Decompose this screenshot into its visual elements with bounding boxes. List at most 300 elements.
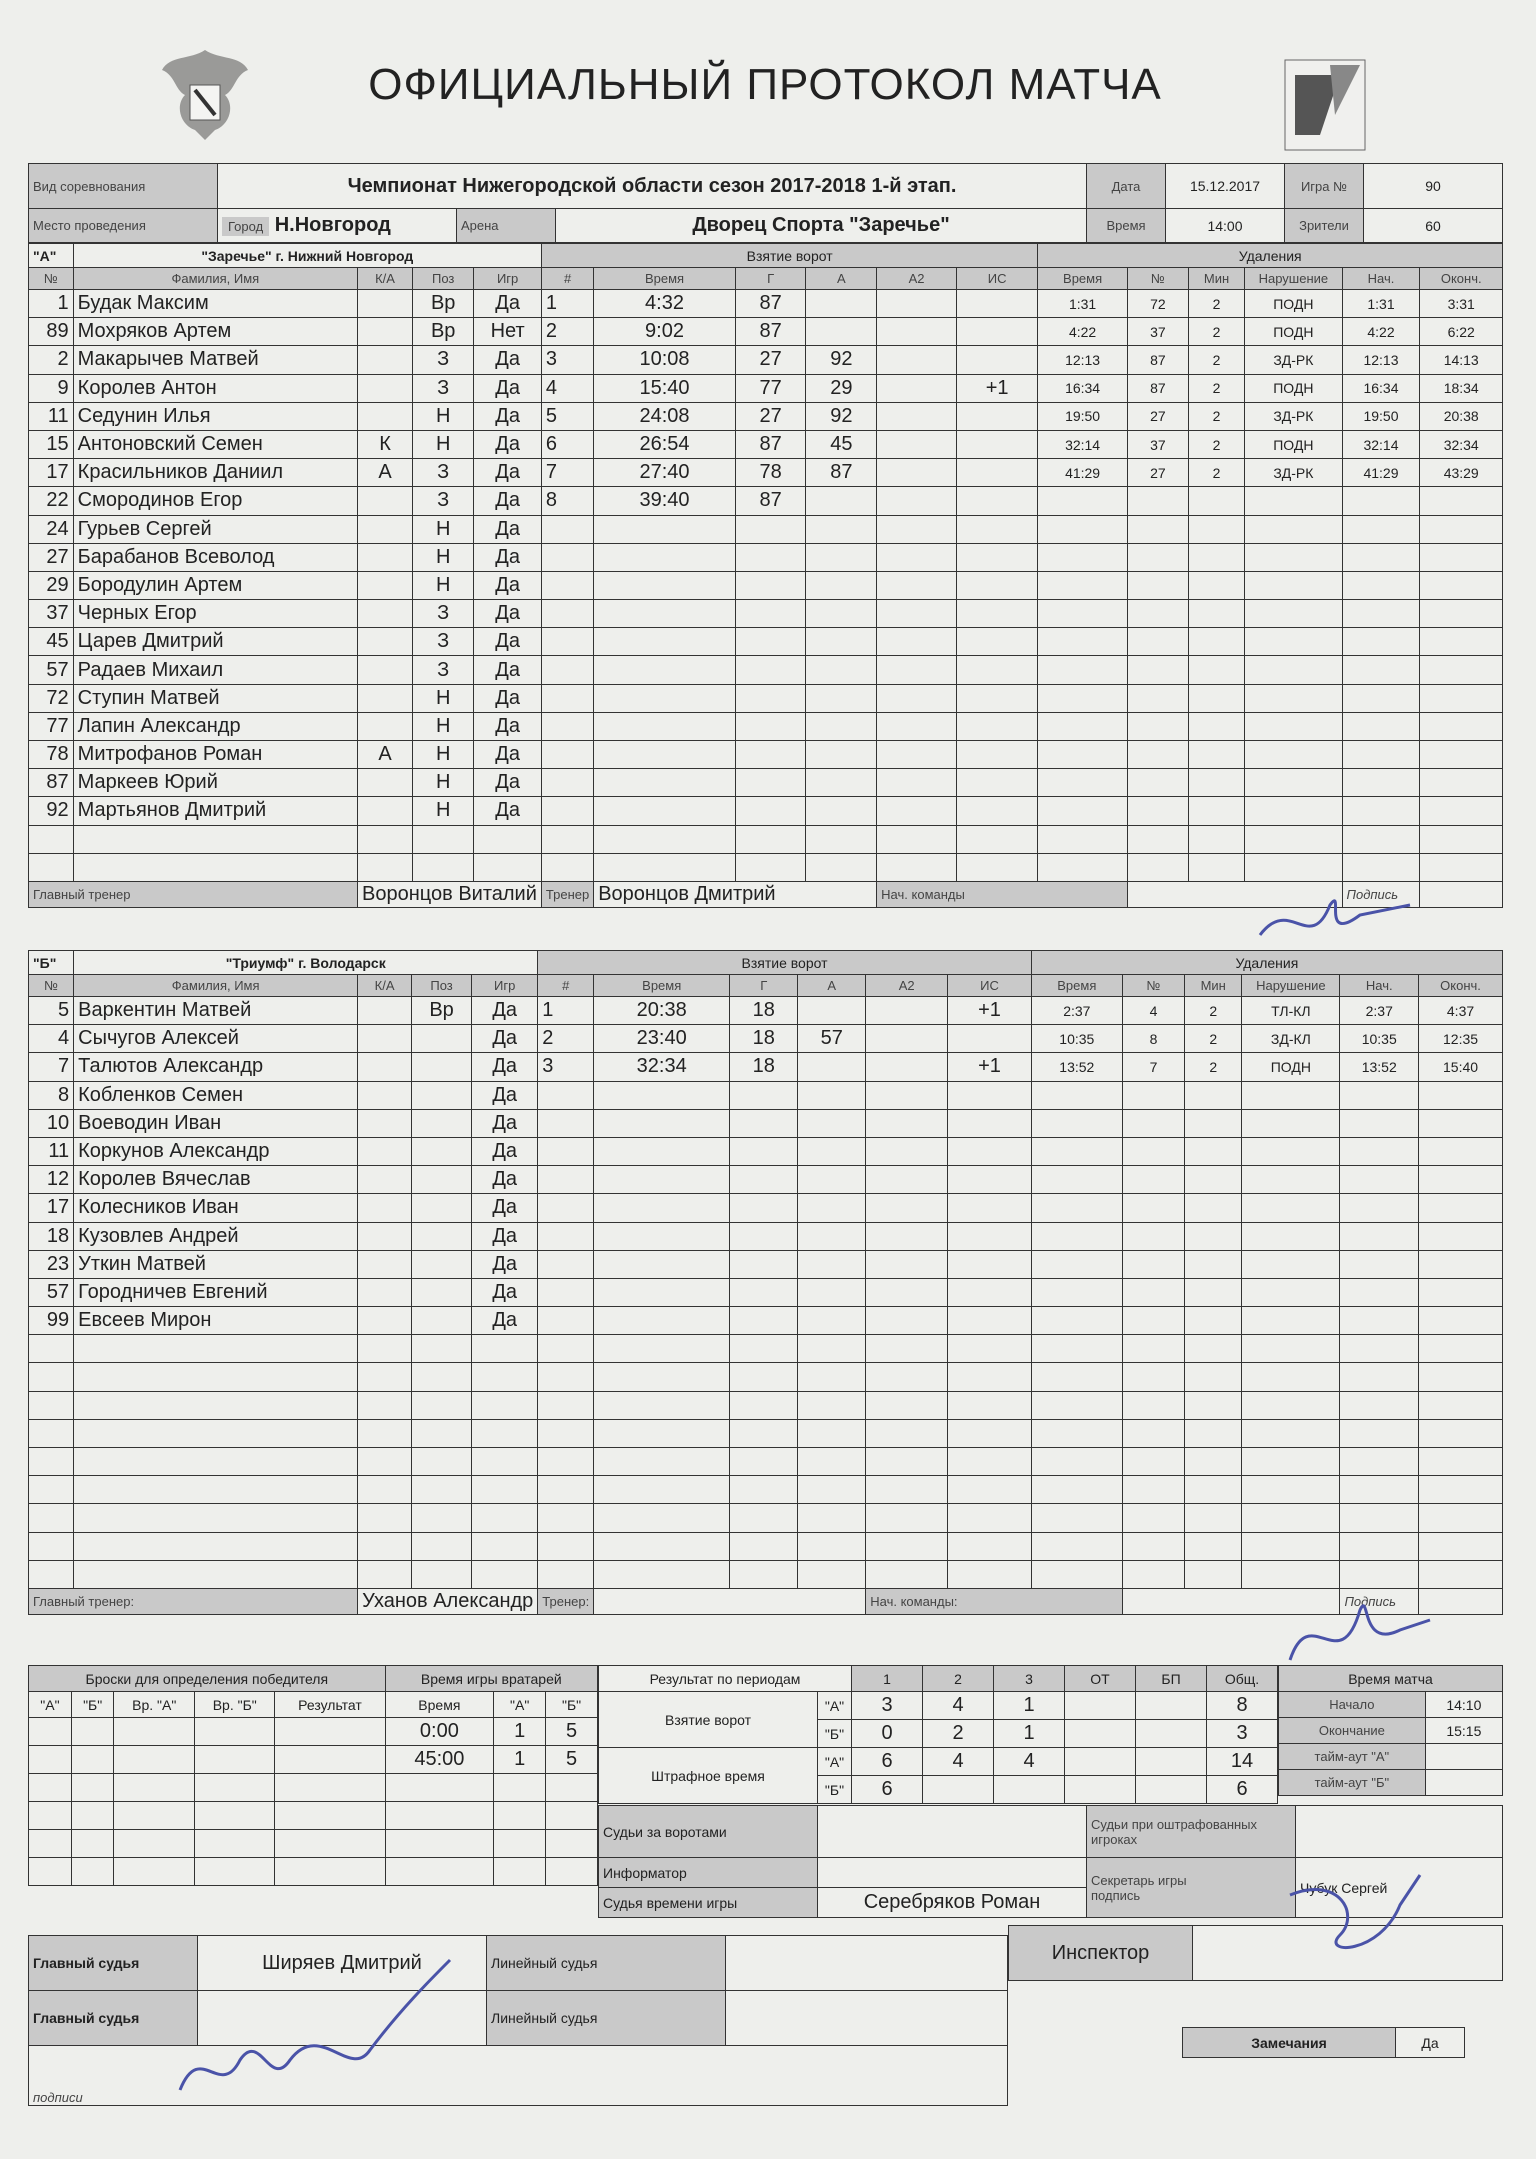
goal-assist2 [866,1335,948,1363]
goal-assist: 57 [798,1025,866,1053]
player-role [358,346,413,374]
col-header-a2: А2 [877,268,957,290]
pen-minutes: 2 [1188,430,1244,458]
player-row [29,656,1503,684]
player-name: Колесников Иван [74,1194,358,1222]
goal-assist: 29 [806,374,877,402]
player-position: З [413,374,474,402]
player-role [358,1166,412,1194]
player-position [412,1278,472,1306]
pen-start: 19:50 [1342,402,1420,430]
player-number: 8 [29,1081,74,1109]
player-number: 22 [29,487,74,515]
notes-value: Да [1396,2028,1465,2058]
pen-violation: ЗД-РК [1245,402,1342,430]
pen-violation [1245,853,1342,881]
goal-assist2 [866,1222,948,1250]
goal-scorer [730,1335,798,1363]
goal-scorer [730,1222,798,1250]
goal-assist2 [877,374,957,402]
player-role [358,853,413,881]
pen-end [1420,656,1503,684]
goal-strength: +1 [948,1053,1032,1081]
goal-assist2 [866,997,948,1025]
goal-index [538,1166,594,1194]
col-header-gtime: Время [594,268,736,290]
goal-time [594,1560,730,1588]
pen-player: 27 [1127,459,1188,487]
pen-start [1342,825,1420,853]
goal-strength [948,1363,1032,1391]
arena: Дворец Спорта "Заречье" [556,209,1087,243]
pen-start [1340,1278,1419,1306]
goal-scorer: 18 [730,1053,798,1081]
player-played: Да [474,346,542,374]
player-played: Да [474,487,542,515]
player-name: Смородинов Егор [73,487,357,515]
pen-player: 7 [1122,1053,1184,1081]
goalie-time-cell: 5 [546,1718,598,1746]
goal-strength [948,1560,1032,1588]
goal-assist [798,1081,866,1109]
goal-time [594,1278,730,1306]
goal-assist2 [866,1025,948,1053]
pen-player [1122,1250,1184,1278]
player-role [358,656,413,684]
goal-strength [956,600,1038,628]
pen-violation [1242,1137,1340,1165]
col-header-pstart: Нач. [1342,268,1420,290]
pen-minutes [1185,1419,1242,1447]
goal-index [541,515,593,543]
col-header-pnum: № [1127,268,1188,290]
player-position: Н [413,402,474,430]
goal-strength [948,1335,1032,1363]
match-date: 15.12.2017 [1166,164,1285,209]
goal-time [594,1448,730,1476]
goal-scorer: 87 [735,487,806,515]
pen-start [1340,1137,1419,1165]
goal-scorer [735,825,806,853]
goal-strength [956,346,1038,374]
player-played: Да [474,290,542,318]
goal-index: 1 [541,290,593,318]
pen-minutes [1185,1335,1242,1363]
coat-of-arms-icon [150,40,260,150]
pen-end: 20:38 [1420,402,1503,430]
goal-assist2 [877,290,957,318]
goalie-time-cell [546,1774,598,1802]
player-played: Да [472,1109,538,1137]
player-number: 18 [29,1222,74,1250]
goal-time [594,1476,730,1504]
pen-end [1419,1081,1503,1109]
goal-strength [956,628,1038,656]
pen-start [1340,1504,1419,1532]
goal-scorer: 87 [735,430,806,458]
goal-strength [948,1307,1032,1335]
goal-scorer [730,1476,798,1504]
player-played [474,853,542,881]
player-number: 17 [29,459,74,487]
goal-time: 10:08 [594,346,736,374]
pen-violation [1242,1476,1340,1504]
pen-time [1031,1081,1122,1109]
pen-end: 43:29 [1420,459,1503,487]
player-role [358,1081,412,1109]
goal-scorer: 87 [735,318,806,346]
goal-assist [798,1363,866,1391]
pen-start [1340,1532,1419,1560]
col-header-ptime: Время [1038,268,1127,290]
player-row [29,346,1503,374]
player-role: К [358,430,413,458]
goal-time [594,1194,730,1222]
pen-violation [1242,1363,1340,1391]
goal-index: 4 [541,374,593,402]
goal-time: 27:40 [594,459,736,487]
goal-index [538,1419,594,1447]
player-position: Н [413,797,474,825]
pen-time: 10:35 [1031,1025,1122,1053]
pen-end [1420,797,1503,825]
player-role [358,1194,412,1222]
player-number [29,1391,74,1419]
pen-player: 8 [1122,1025,1184,1053]
goal-time [594,1081,730,1109]
player-position: Вр [413,318,474,346]
pen-violation [1245,656,1342,684]
head-coach: Уханов Александр [358,1588,538,1614]
player-role [358,769,413,797]
goalie-time-cell [494,1858,546,1886]
pen-violation: ПОДН [1242,1053,1340,1081]
col-header-ka: К/А [358,975,412,997]
player-number: 99 [29,1307,74,1335]
player-role [358,1222,412,1250]
col-header-is: ИС [956,268,1038,290]
goal-assist2 [877,402,957,430]
pen-end [1419,1560,1503,1588]
player-number: 37 [29,600,74,628]
player-name: Воеводин Иван [74,1109,358,1137]
goal-time [594,1504,730,1532]
player-row [29,1137,1503,1165]
pen-minutes: 2 [1188,290,1244,318]
goal-time [594,515,736,543]
col-header-pstart: Нач. [1340,975,1419,997]
pen-time [1038,797,1127,825]
col-header-ptime: Время [1031,975,1122,997]
goal-time: 24:08 [594,402,736,430]
pen-start [1340,1250,1419,1278]
pen-time: 32:14 [1038,430,1127,458]
period-result-cell: 4 [923,1748,994,1776]
goal-assist2 [866,1307,948,1335]
player-name: Маркеев Юрий [73,769,357,797]
pen-player [1122,1504,1184,1532]
player-row [29,1278,1503,1306]
pen-minutes [1185,1222,1242,1250]
goal-scorer [735,769,806,797]
pen-time: 19:50 [1038,402,1127,430]
pen-minutes: 2 [1185,1053,1242,1081]
pen-start [1342,741,1420,769]
player-row [29,1194,1503,1222]
goal-index [541,684,593,712]
period-results-table: Результат по периодам 1 2 3 ОТ БП Общ. Взятие ворот "А" 3 4 1 8 "Б" 0 2 1 3 Штрафное время "А" 6 4 4 14 "Б" 6 6 [598,1665,1278,1804]
pen-time [1031,1476,1122,1504]
team-code: "Б" [29,951,74,975]
col-header-a: А [806,268,877,290]
player-name: Кузовлев Андрей [74,1222,358,1250]
goal-scorer: 87 [735,290,806,318]
goal-scorer [735,543,806,571]
player-row [29,741,1503,769]
pen-end: 3:31 [1420,290,1503,318]
goal-assist2 [866,1419,948,1447]
goal-assist [798,997,866,1025]
player-row [29,487,1503,515]
player-role [358,1363,412,1391]
goal-assist2 [877,853,957,881]
goal-assist2 [866,1250,948,1278]
player-position [412,1560,472,1588]
period-result-cell: 1 [994,1720,1065,1748]
player-position: З [413,656,474,684]
player-played: Да [474,543,542,571]
pen-start [1342,712,1420,740]
pen-end [1419,1419,1503,1447]
goal-assist2 [866,1560,948,1588]
player-played: Да [472,1307,538,1335]
player-played: Да [474,571,542,599]
goal-strength [956,290,1038,318]
period-result-cell: "Б" [818,1776,852,1804]
goal-index [538,1278,594,1306]
player-position [413,853,474,881]
period-result-cell: 6 [1207,1776,1278,1804]
player-name [74,1532,358,1560]
pen-time [1038,853,1127,881]
player-played: Да [472,1137,538,1165]
player-role [358,374,413,402]
pen-start [1342,543,1420,571]
goal-index [538,1363,594,1391]
goal-strength [956,656,1038,684]
player-number: 7 [29,1053,74,1081]
pen-start [1342,797,1420,825]
player-position [412,1391,472,1419]
goal-index: 1 [538,997,594,1025]
pen-player [1122,1476,1184,1504]
goals-section-title: Взятие ворот [541,244,1037,268]
period-result-cell [1065,1692,1136,1720]
player-role [358,1448,412,1476]
pen-start [1340,1194,1419,1222]
player-name: Коркунов Александр [74,1137,358,1165]
goal-index [538,1448,594,1476]
goal-strength [956,797,1038,825]
goal-assist2 [877,797,957,825]
goal-time: 23:40 [594,1025,730,1053]
goal-time [594,1307,730,1335]
player-name: Уткин Матвей [74,1250,358,1278]
goal-assist [798,1222,866,1250]
pen-player [1127,741,1188,769]
pen-violation [1242,1278,1340,1306]
goal-time [594,628,736,656]
player-role [358,1335,412,1363]
player-name [73,825,357,853]
pen-time [1031,1137,1122,1165]
goal-index: 2 [538,1025,594,1053]
goal-strength [956,487,1038,515]
player-position [412,1109,472,1137]
player-role [358,1250,412,1278]
player-role [358,290,413,318]
pen-player [1122,1194,1184,1222]
goalie-time-cell: 1 [494,1718,546,1746]
col-header-gnum: # [538,975,594,997]
player-number: 72 [29,684,74,712]
player-number: 27 [29,543,74,571]
pen-time [1031,1532,1122,1560]
pen-player: 4 [1122,997,1184,1025]
goal-time: 26:54 [594,430,736,458]
player-name: Барабанов Всеволод [73,543,357,571]
player-position: Н [413,515,474,543]
timekeeper-name: Серебряков Роман [818,1888,1087,1918]
goal-index [538,1476,594,1504]
period-result-cell: "А" [818,1748,852,1776]
pen-violation [1245,571,1342,599]
goal-assist2 [877,600,957,628]
goal-index [538,1504,594,1532]
player-row [29,1250,1503,1278]
goal-assist [806,797,877,825]
player-number: 77 [29,712,74,740]
pen-violation: ПОДН [1245,374,1342,402]
pen-player [1127,543,1188,571]
goal-time [594,1532,730,1560]
goal-assist2 [877,515,957,543]
col-header-num: № [29,975,74,997]
pen-start [1342,600,1420,628]
pen-end [1419,1307,1503,1335]
col-header-pviol: Нарушение [1245,268,1342,290]
goal-scorer [730,1448,798,1476]
pen-player [1122,1307,1184,1335]
pen-minutes [1185,1391,1242,1419]
pen-minutes [1188,769,1244,797]
player-played [472,1560,538,1588]
player-number: 87 [29,769,74,797]
goal-assist2 [877,487,957,515]
pen-minutes [1188,600,1244,628]
pen-player [1122,1391,1184,1419]
pen-violation [1245,600,1342,628]
pen-player [1122,1532,1184,1560]
goal-assist2 [877,712,957,740]
goal-scorer [735,741,806,769]
player-position [412,1504,472,1532]
pen-player [1127,853,1188,881]
player-name: Талютов Александр [74,1053,358,1081]
player-role: А [358,741,413,769]
pen-start [1342,684,1420,712]
pen-time: 4:22 [1038,318,1127,346]
player-row [29,1053,1503,1081]
goal-time [594,684,736,712]
goal-assist2 [866,1109,948,1137]
pen-end [1419,1335,1503,1363]
player-number: 57 [29,656,74,684]
pen-player [1122,1560,1184,1588]
goal-strength [956,684,1038,712]
pen-minutes [1185,1448,1242,1476]
player-played [472,1419,538,1447]
header-table: Вид соревнования Чемпионат Нижегородской области сезон 2017-2018 1-й этап. Дата 15.12.2017 Игра № 90 Место проведения Город Н.Новгород Арена Дворец Спорта "Заречье" Время 14:00 Зрители 60 [28,163,1503,243]
goal-strength [956,571,1038,599]
player-number: 11 [29,1137,74,1165]
player-position: З [413,487,474,515]
player-number: 2 [29,346,74,374]
inspector-table: Инспектор [1008,1925,1503,1981]
player-played [472,1476,538,1504]
pen-time [1031,1504,1122,1532]
player-name: Ступин Матвей [73,684,357,712]
pen-time: 41:29 [1038,459,1127,487]
pen-minutes [1188,656,1244,684]
goal-assist [798,1335,866,1363]
goal-index: 8 [541,487,593,515]
player-role [358,1504,412,1532]
goal-assist [806,769,877,797]
secretary-name: Чубук Сергей [1296,1858,1503,1918]
col-header-pend: Оконч. [1420,268,1503,290]
player-name: Мартьянов Дмитрий [73,797,357,825]
pen-end [1419,1250,1503,1278]
pen-time [1031,1250,1122,1278]
player-name: Красильников Даниил [73,459,357,487]
player-played: Да [472,1166,538,1194]
goal-index [541,825,593,853]
referee-name: Ширяев Дмитрий [198,1936,487,1991]
pen-violation [1245,487,1342,515]
player-name: Седунин Илья [73,402,357,430]
period-result-cell: 3 [1207,1720,1278,1748]
pen-minutes: 2 [1185,1025,1242,1053]
player-position [412,1222,472,1250]
player-played: Да [474,600,542,628]
pen-player: 37 [1127,318,1188,346]
player-row [29,1335,1503,1363]
goalie-time-cell [546,1858,598,1886]
goal-strength [956,459,1038,487]
pen-end [1420,684,1503,712]
player-row [29,459,1503,487]
pen-end [1420,712,1503,740]
goal-time: 9:02 [594,318,736,346]
goal-scorer [730,1278,798,1306]
player-row [29,797,1503,825]
goalie-time-cell: 5 [546,1746,598,1774]
goal-assist2 [877,318,957,346]
goal-assist2 [877,741,957,769]
player-position: Н [413,769,474,797]
goal-time: 15:40 [594,374,736,402]
